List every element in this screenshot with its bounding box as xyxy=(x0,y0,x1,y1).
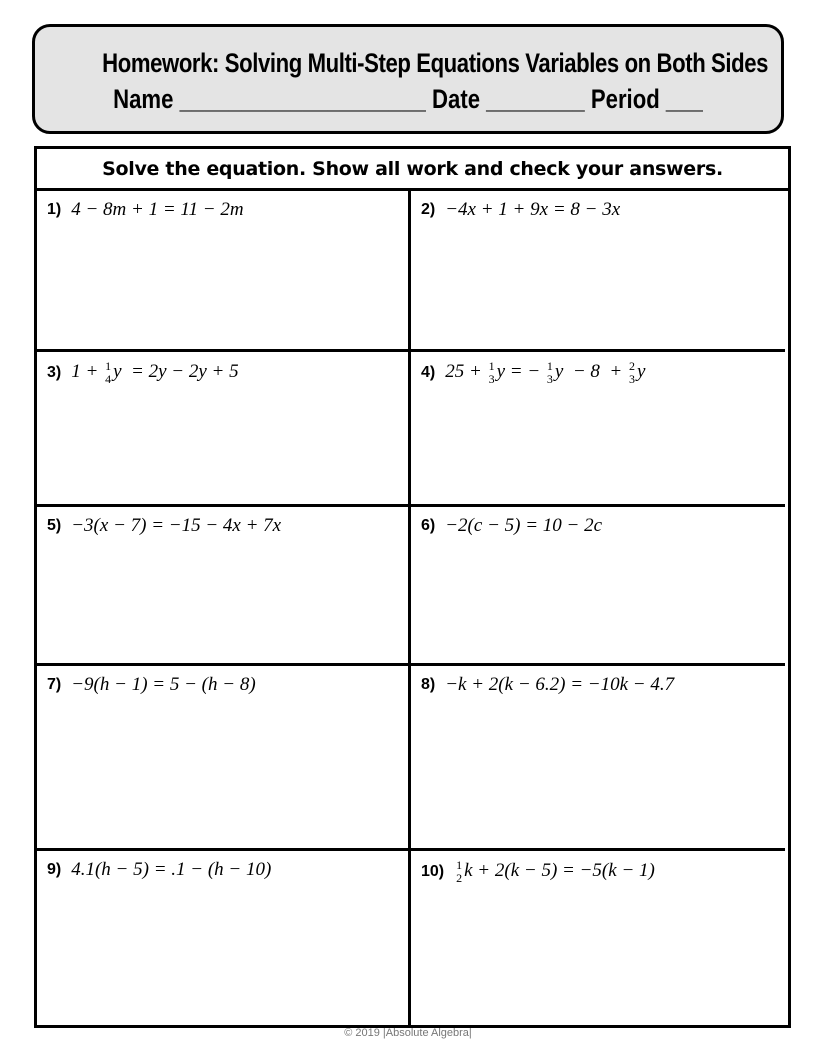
equation-text: y xyxy=(636,361,646,383)
problem-number: 9) xyxy=(47,861,62,878)
equation-text: −k + 2(k − 6.2) = −10k − 4.7 xyxy=(445,674,675,695)
equation-text: −4x + 1 + 9x = 8 − 3x xyxy=(445,199,621,220)
problem-cell xyxy=(411,851,785,1025)
copyright-footer: © 2019 |Absolute Algebra| xyxy=(344,1027,472,1039)
name-blank: ____________________ xyxy=(179,84,426,114)
instructions: Solve the equation. Show all work and check your answers. xyxy=(37,149,788,191)
numerator: 1 xyxy=(546,359,553,373)
equation xyxy=(445,515,602,536)
problem-cell xyxy=(37,191,411,352)
problem-cell xyxy=(37,666,411,851)
equation-text: 25 + xyxy=(445,361,487,383)
student-info-line xyxy=(102,81,714,117)
equation-text: 4.1(h − 5) = .1 − (h − 10) xyxy=(71,859,272,880)
problem-number: 5) xyxy=(47,517,62,534)
problem-cell xyxy=(411,507,785,666)
equation-text: 1 + xyxy=(71,361,104,383)
equation xyxy=(71,515,281,536)
fraction xyxy=(629,360,635,386)
date-label: Date xyxy=(432,84,481,114)
equation-text: y − 8 + xyxy=(554,361,627,383)
fraction xyxy=(105,360,111,386)
worksheet-title: Homework: Solving Multi-Step Equations Variables on Both Sides xyxy=(102,48,769,78)
denominator: 2 xyxy=(456,871,463,885)
equation xyxy=(71,674,255,695)
equation xyxy=(454,858,655,885)
problem-number: 2) xyxy=(421,201,436,218)
equation-text: −2(c − 5) = 10 − 2c xyxy=(445,515,603,536)
problem-number: 3) xyxy=(47,364,62,381)
problem-cell xyxy=(37,851,411,1025)
denominator: 3 xyxy=(546,372,553,386)
name-label: Name xyxy=(113,84,174,114)
problem-cell xyxy=(411,352,785,507)
fraction xyxy=(456,859,462,885)
numerator: 1 xyxy=(456,858,463,872)
problems-table xyxy=(34,146,791,1028)
problem-number: 8) xyxy=(421,676,436,693)
equation xyxy=(71,859,271,880)
equation-text: 4 − 8m + 1 = 11 − 2m xyxy=(71,199,244,220)
equation xyxy=(445,674,674,695)
denominator: 4 xyxy=(105,372,112,386)
problem-number: 4) xyxy=(421,364,436,381)
problem-cell xyxy=(37,507,411,666)
equation xyxy=(71,199,243,220)
problem-number: 1) xyxy=(47,201,62,218)
numerator: 1 xyxy=(488,359,495,373)
fraction xyxy=(489,360,495,386)
period-label: Period xyxy=(590,84,660,114)
problem-number: 10) xyxy=(421,863,445,880)
problems-grid xyxy=(37,191,788,1025)
period-blank: ___ xyxy=(665,84,703,114)
equation-text: y = − xyxy=(496,361,545,383)
worksheet-header xyxy=(32,24,784,134)
problem-cell xyxy=(411,666,785,851)
equation xyxy=(445,199,620,220)
problem-number: 6) xyxy=(421,517,436,534)
equation-text: −3(x − 7) = −15 − 4x + 7x xyxy=(71,515,282,536)
equation-text: k + 2(k − 5) = −5(k − 1) xyxy=(464,860,655,882)
problem-cell xyxy=(411,191,785,352)
denominator: 3 xyxy=(488,372,495,386)
equation xyxy=(71,359,239,386)
numerator: 1 xyxy=(105,359,112,373)
equation xyxy=(445,359,646,386)
numerator: 2 xyxy=(628,359,635,373)
equation-text: y = 2y − 2y + 5 xyxy=(113,361,239,383)
date-blank: ________ xyxy=(486,84,585,114)
problem-number: 7) xyxy=(47,676,62,693)
denominator: 3 xyxy=(628,372,635,386)
equation-text: −9(h − 1) = 5 − (h − 8) xyxy=(71,674,256,695)
fraction xyxy=(547,360,553,386)
problem-cell xyxy=(37,352,411,507)
